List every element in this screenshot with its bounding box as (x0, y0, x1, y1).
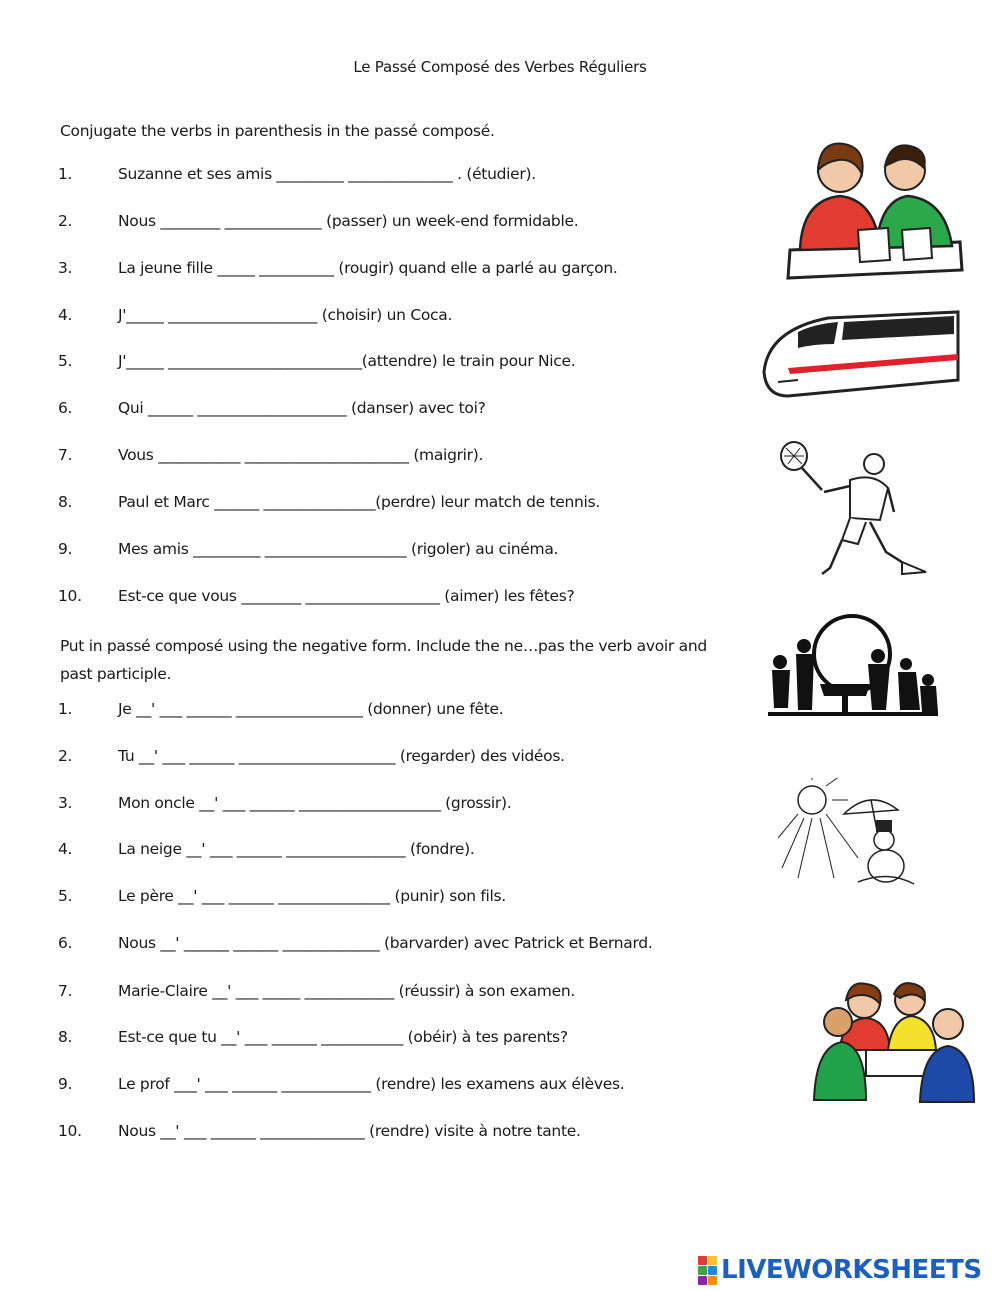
item-number: 9. (58, 1075, 73, 1093)
item-text: Suzanne et ses amis _________ ______________ . (étudier). (118, 165, 536, 183)
item-number: 5. (58, 352, 73, 370)
logo-blocks-icon (698, 1256, 717, 1285)
item-number: 4. (58, 306, 73, 324)
group-of-students-icon (808, 980, 978, 1106)
item-number: 7. (58, 446, 73, 464)
item-number: 2. (58, 747, 73, 765)
barbecue-party-icon (760, 612, 945, 730)
item-text: Vous ___________ ______________________ (maigrir). (118, 446, 484, 464)
item-text: Marie-Claire __' ___ _____ ____________ (réussir) à son examen. (118, 982, 575, 1000)
item-text: Est-ce que tu __' ___ ______ ___________ (obéir) à tes parents? (118, 1028, 568, 1046)
item-text: Qui ______ ____________________ (danser) avec toi? (118, 399, 486, 417)
section1-instruction: Conjugate the verbs in parenthesis in the passé composé. (60, 122, 495, 140)
item-text: Le prof ___' ___ ______ ____________ (rendre) les examens aux élèves. (118, 1075, 625, 1093)
item-number: 8. (58, 493, 73, 511)
item-text: Le père __' ___ ______ _______________ (punir) son fils. (118, 887, 506, 905)
item-number: 9. (58, 540, 73, 558)
item-text: Je __' ___ ______ _________________ (donner) une fête. (118, 700, 504, 718)
page-title: Le Passé Composé des Verbes Réguliers (353, 58, 647, 76)
item-text: J'_____ ____________________ (choisir) un Coca. (118, 306, 453, 324)
item-text: J'_____ __________________________(attendre) le train pour Nice. (118, 352, 576, 370)
item-text: Paul et Marc ______ _______________(perdre) leur match de tennis. (118, 493, 600, 511)
item-text: Nous __' ___ ______ ______________ (rendre) visite à notre tante. (118, 1122, 581, 1140)
item-text: Est-ce que vous ________ __________________ (aimer) les fêtes? (118, 587, 575, 605)
item-text: La neige __' ___ ______ ________________ (fondre). (118, 840, 475, 858)
item-text: Nous __' ______ ______ _____________ (barvarder) avec Patrick et Bernard. (118, 934, 653, 952)
item-number: 10. (58, 1122, 82, 1140)
item-number: 6. (58, 399, 73, 417)
item-text: Mon oncle __' ___ ______ ___________________ (grossir). (118, 794, 512, 812)
item-number: 8. (58, 1028, 73, 1046)
item-text: Tu __' ___ ______ _____________________ (regarder) des vidéos. (118, 747, 565, 765)
item-text: Nous ________ _____________ (passer) un week-end formidable. (118, 212, 579, 230)
item-number: 3. (58, 794, 73, 812)
footer-brand: LIVEWORKSHEETS (721, 1255, 982, 1285)
item-number: 7. (58, 982, 73, 1000)
item-number: 4. (58, 840, 73, 858)
item-number: 10. (58, 587, 82, 605)
snowman-sun-icon (778, 778, 918, 888)
section2-instruction: Put in passé composé using the negative form. Include the ne…pas the verb avoir and past participle. (60, 637, 707, 683)
item-text: La jeune fille _____ __________ (rougir) quand elle a parlé au garçon. (118, 259, 618, 277)
tennis-player-icon (776, 440, 936, 580)
students-writing-icon (780, 130, 965, 280)
item-number: 2. (58, 212, 73, 230)
liveworksheets-logo (698, 1254, 982, 1286)
item-number: 6. (58, 934, 73, 952)
item-number: 5. (58, 887, 73, 905)
high-speed-train-icon (758, 300, 960, 400)
item-number: 1. (58, 700, 73, 718)
item-text: Mes amis _________ ___________________ (rigoler) au cinéma. (118, 540, 559, 558)
item-number: 1. (58, 165, 73, 183)
item-number: 3. (58, 259, 73, 277)
